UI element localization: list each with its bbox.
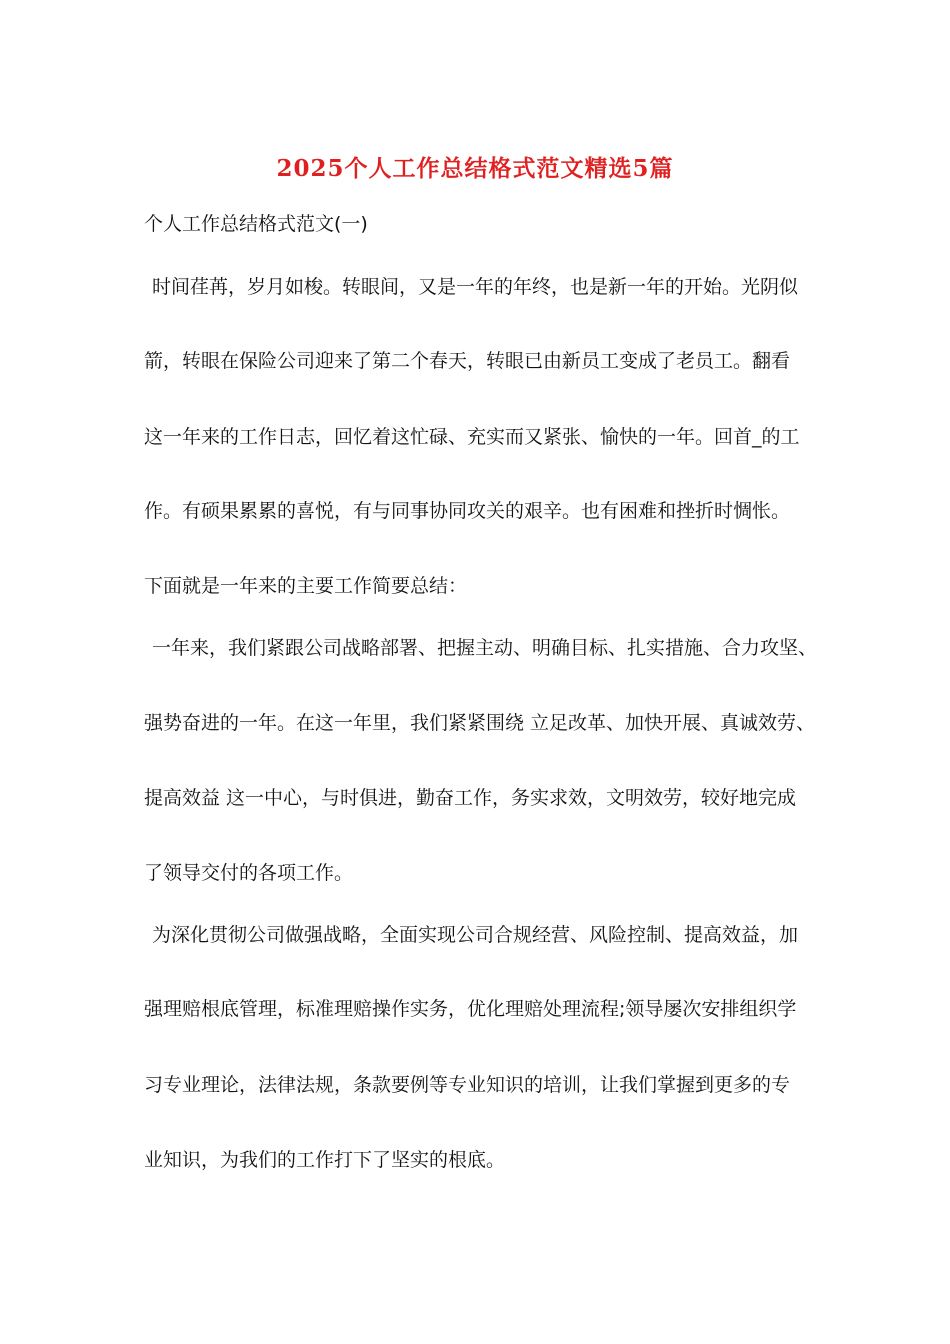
paragraph-line-13: 业知识，为我们的工作打下了坚实的根底。: [144, 1149, 506, 1171]
paragraph-line-5: 下面就是一年来的主要工作简要总结：: [144, 575, 468, 597]
paragraph-line-10: 为深化贯彻公司做强战略，全面实现公司合规经营、风险控制、提高效益，加: [152, 924, 799, 946]
document-title: 2025个人工作总结格式范文精选5篇: [276, 155, 674, 182]
paragraph-line-7: 强势奋进的一年。在这一年里，我们紧紧围绕 立足改革、加快开展、真诚效劳、: [144, 712, 816, 734]
paragraph-line-12: 习专业理论，法律法规，条款要例等专业知识的培训，让我们掌握到更多的专: [144, 1074, 791, 1096]
paragraph-line-11: 强理赔根底管理，标准理赔操作实务，优化理赔处理流程;领导屡次安排组织学: [144, 998, 797, 1020]
paragraph-line-1: 时间荏苒，岁月如梭。转眼间，又是一年的年终，也是新一年的开始。光阴似: [152, 276, 799, 298]
paragraph-line-9: 了领导交付的各项工作。: [144, 862, 354, 884]
paragraph-line-3: 这一年来的工作日志，回忆着这忙碌、充实而又紧张、愉快的一年。回首_的工: [144, 426, 800, 448]
paragraph-line-4: 作。有硕果累累的喜悦，有与同事协同攻关的艰辛。也有困难和挫折时惆怅。: [144, 500, 791, 522]
paragraph-line-6: 一年来，我们紧跟公司战略部署、把握主动、明确目标、扎实措施、合力攻坚、: [152, 637, 818, 659]
paragraph-line-2: 箭，转眼在保险公司迎来了第二个春天，转眼已由新员工变成了老员工。翻看: [144, 350, 791, 372]
section-heading: 个人工作总结格式范文(一): [144, 213, 368, 235]
paragraph-line-8: 提高效益 这一中心，与时俱进，勤奋工作，务实求效，文明效劳，较好地完成: [144, 787, 797, 809]
